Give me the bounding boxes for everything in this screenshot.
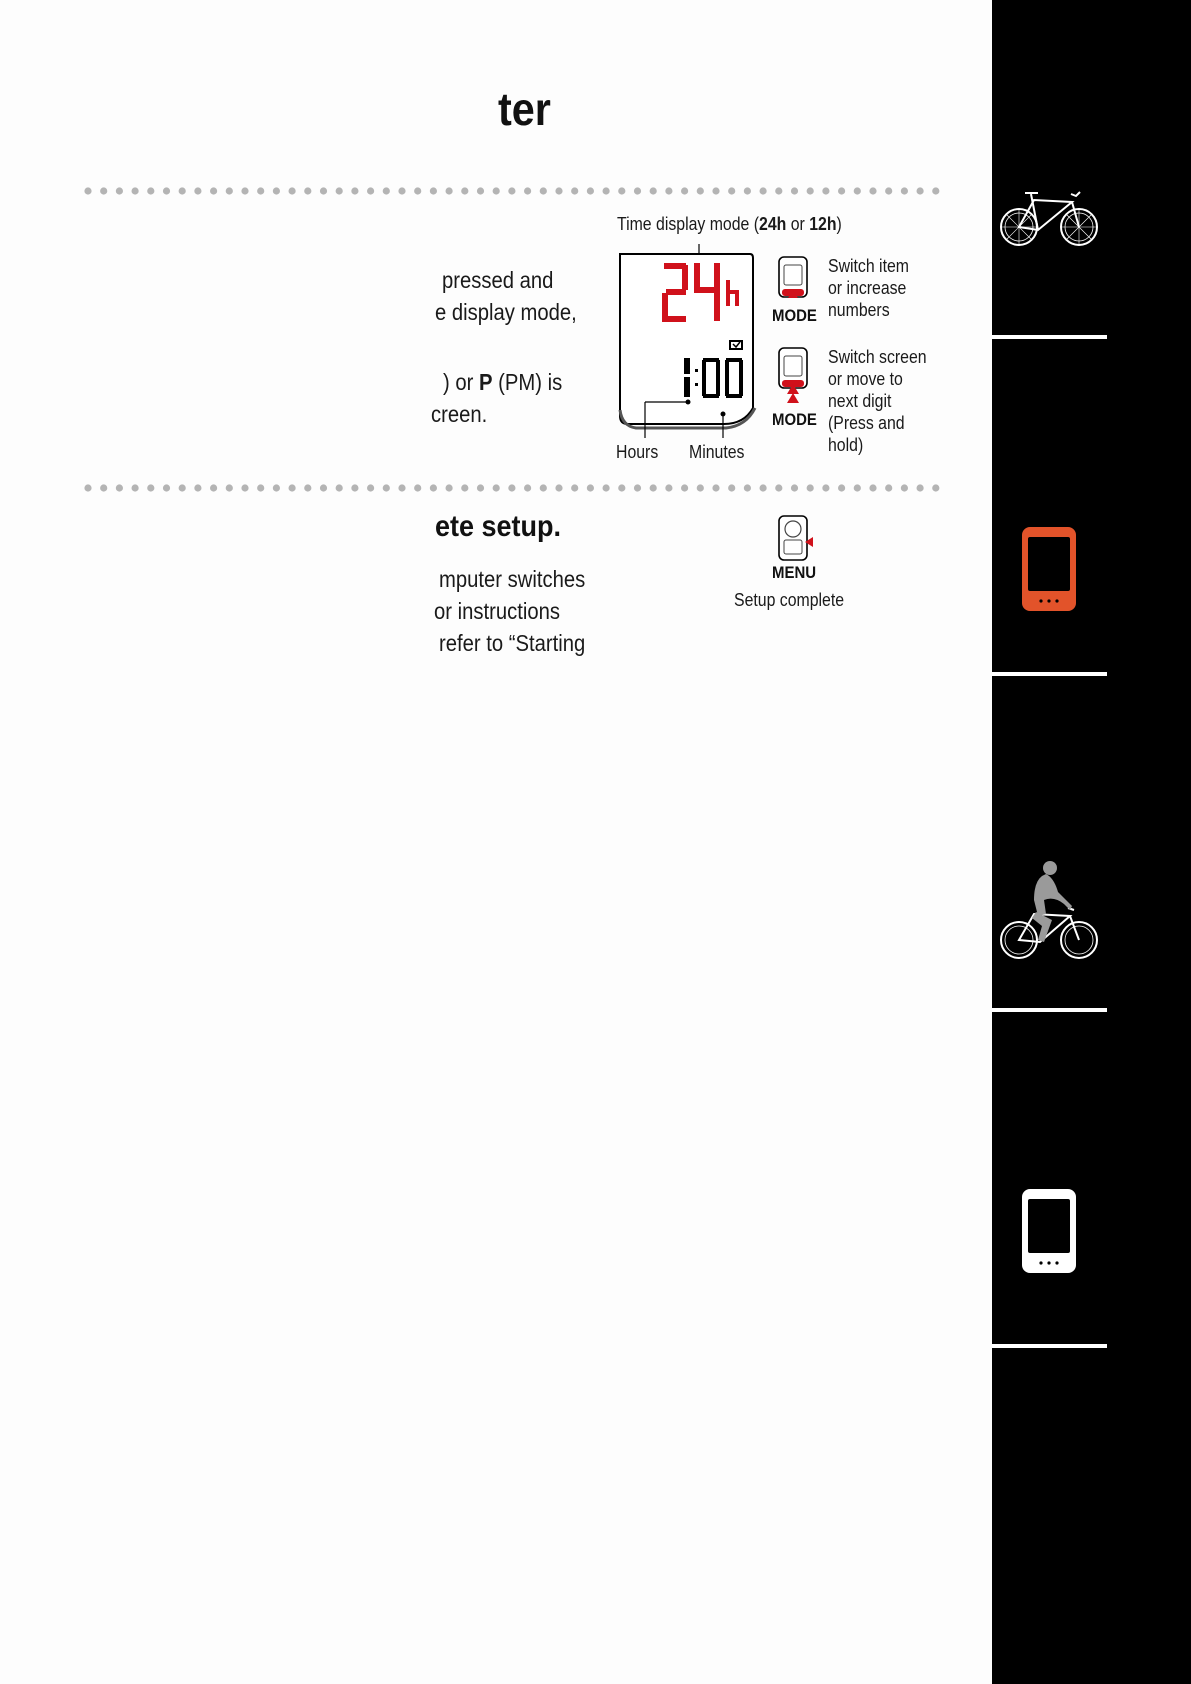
- hours-label: Hours: [616, 442, 659, 462]
- dotted-divider-middle: [84, 484, 940, 492]
- setup-complete-caption: Setup complete: [734, 590, 845, 610]
- cycle-computer-white-icon[interactable]: [1021, 1188, 1077, 1274]
- lcd-display-illustration: [614, 240, 759, 460]
- body-line: creen.: [431, 401, 488, 427]
- menu-button-label: MENU: [772, 563, 817, 582]
- minutes-label: Minutes: [689, 442, 745, 462]
- sidebar-divider: [992, 1008, 1107, 1012]
- body-line: or instructions: [434, 598, 560, 624]
- sidebar-divider: [992, 335, 1107, 339]
- mode-button-description: Switch item or increase numbers: [828, 256, 909, 320]
- menu-button-icon[interactable]: [774, 514, 814, 562]
- body-line: mputer switches: [439, 566, 586, 592]
- dotted-divider-top: [84, 187, 940, 195]
- road-bike-icon[interactable]: [998, 184, 1100, 248]
- mode-hold-button-label: MODE: [772, 410, 817, 429]
- mode-button-icon[interactable]: [776, 255, 812, 299]
- page-title: ter: [498, 83, 551, 135]
- sidebar-divider: [992, 672, 1107, 676]
- body-line: ) or P (PM) is: [443, 369, 563, 395]
- mode-hold-button-description: Switch screen or move to next digit (Press and hold): [828, 347, 927, 455]
- body-line: refer to “Starting: [439, 630, 586, 656]
- cycle-computer-orange-icon[interactable]: [1021, 526, 1077, 612]
- sidebar-divider: [992, 1344, 1107, 1348]
- body-line: e display mode,: [435, 299, 577, 325]
- cyclist-icon[interactable]: [998, 860, 1100, 962]
- section-heading: ete setup.: [435, 510, 562, 543]
- chapter-sidebar: [992, 0, 1191, 1684]
- mode-hold-button-icon[interactable]: [776, 346, 812, 410]
- body-line: pressed and: [442, 267, 554, 293]
- time-display-mode-caption: Time display mode (24h or 12h): [617, 214, 842, 234]
- mode-button-label: MODE: [772, 306, 817, 325]
